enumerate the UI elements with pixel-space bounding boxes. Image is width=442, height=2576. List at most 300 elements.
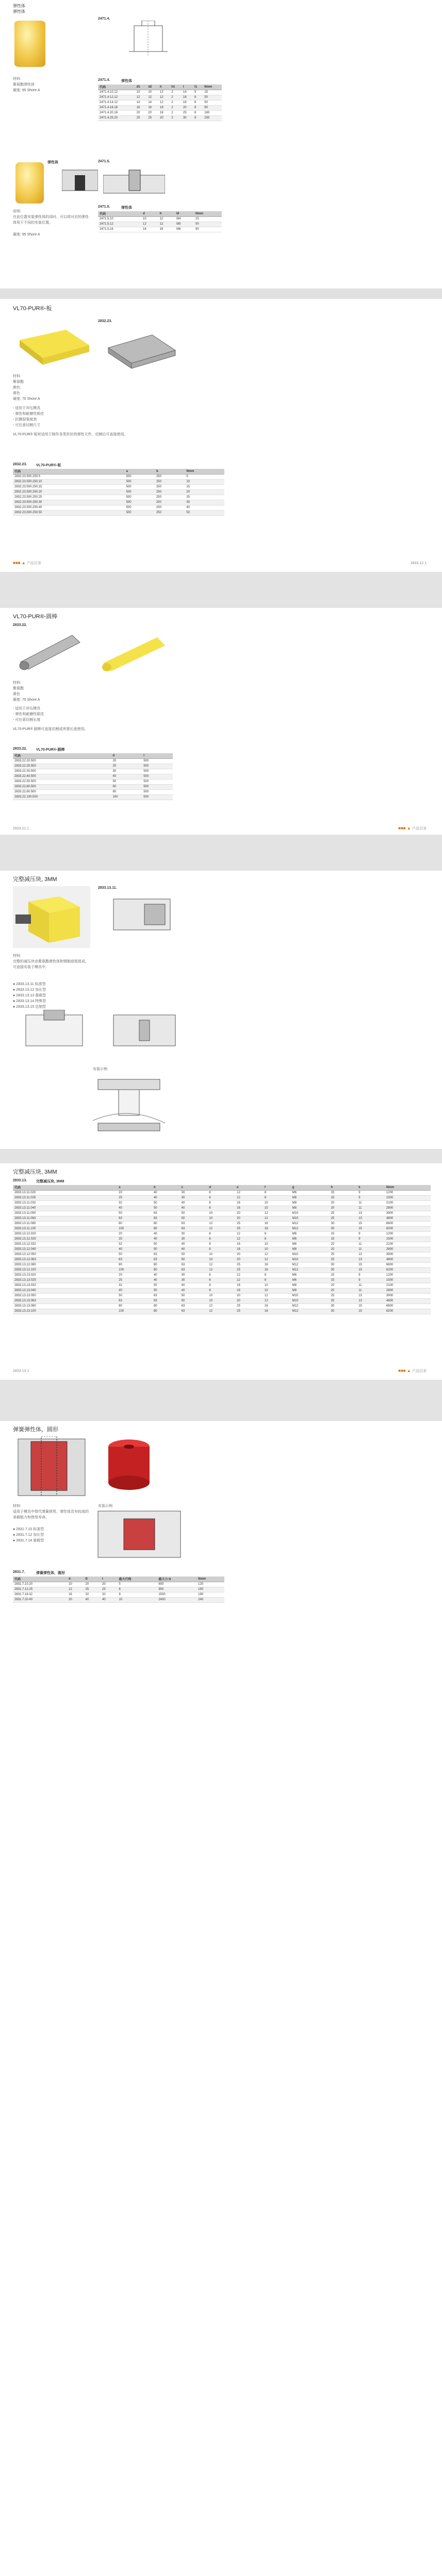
table-cell: 80 [117,1262,152,1267]
table-cell: 50 [111,779,142,784]
table-cell: 63 [152,1293,180,1298]
table-cell: 500 [125,510,155,515]
color-label: 颜色: [13,386,21,389]
table-cell: 8 [193,110,203,115]
table-cell: 1200 [385,1273,431,1278]
table-row [13,779,173,784]
table-cell: 2831.7.20.40 [13,1597,67,1602]
table-cell: 2832.23.500.250.20 [13,489,125,495]
table-cell: 16 [67,1592,84,1597]
table-cell: 2800 [385,1288,431,1293]
table-cell: 160 [203,110,222,115]
table-cell: 11 [357,1206,385,1211]
separator-2 [0,572,442,608]
table-cell: 63 [152,1252,180,1257]
table-cell: 30 [180,1190,208,1195]
col-d: d [141,211,158,216]
table-row [13,1298,431,1303]
table-cell: 10 [207,1293,235,1298]
table-cell: 8 [263,1278,291,1283]
table-cell: 80 [152,1267,180,1273]
technical-drawing [119,21,181,62]
table-cell: 3900 [385,1211,431,1216]
table-cell: 32 [117,1242,152,1247]
table-cell: 80 [117,1303,152,1309]
table-cell: 2831.7.12.25 [13,1587,67,1592]
col-l: l [101,1577,117,1582]
table-cell: 16 [158,110,170,115]
table-cell: 40 [152,1195,180,1200]
product-image-red [98,1436,160,1498]
table-cell: 11 [357,1242,385,1247]
table-cell: 2832.23.500.250.25 [13,495,125,500]
table-cell: 63 [152,1298,180,1303]
table-row [13,1216,431,1221]
table-cell: M10 [291,1216,330,1221]
table-cell: 500 [125,484,155,489]
table-cell: 50 [152,1242,180,1247]
table-cell: 2833.13.13.080 [13,1303,117,1309]
table-cell: 6 [117,1587,157,1592]
color-value: 黄色 [13,692,20,696]
col-force: Nmm [194,211,222,216]
table-cell: 80 [152,1226,180,1231]
table-row [13,1283,431,1288]
table-cell: 13 [357,1298,385,1303]
code-header: 2832.23. [98,319,112,323]
table-cell: 50 [117,1293,152,1298]
table-cell: 2471.4.14.12 [98,100,135,105]
table-cell: 13 [357,1257,385,1262]
table-cell: 2833.13.13.050 [13,1293,117,1298]
table-title: 完整减压块, 3MM [36,1180,64,1183]
table-cell: 10 [263,1242,291,1247]
table-cell: 250 [155,484,185,489]
table-cell: 15 [357,1309,385,1314]
table-row [13,794,173,800]
table-cell: 2471.4.25.20 [98,115,135,121]
table-cell: 13 [357,1252,385,1257]
table-cell: 2833.13.12.040 [13,1247,117,1252]
col-d: d [111,753,142,758]
table-cell: 80 [111,789,142,794]
table-cell: 25 [185,495,224,500]
table-cell: 25 [329,1216,357,1221]
table-cell: 6600 [385,1303,431,1309]
table-cell: 2471.5.10 [98,216,141,222]
table-cell: 14 [135,100,147,105]
table-cell: 2833.13.11.040 [13,1206,117,1211]
col-h: h [158,84,170,90]
table-cell: 20 [235,1293,263,1298]
table-row [13,500,224,505]
table-cell: 40 [152,1190,180,1195]
table-cell: 12 [207,1303,235,1309]
table-cell: 4800 [385,1298,431,1303]
table-cell: 8 [263,1190,291,1195]
table-cell: 20 [329,1247,357,1252]
table-cell: 80 [152,1303,180,1309]
table-code: 2833.22. [13,747,27,751]
table-cell: 30 [180,1195,208,1200]
table-cell: 2471.4.20.16 [98,110,135,115]
table-cell: 14 [182,90,193,95]
table-cell: 16 [235,1283,263,1288]
table-row [13,1587,224,1592]
table-cell: M8 [291,1247,330,1252]
table-cell: 50 [152,1200,180,1206]
col-g: g [291,1185,330,1190]
table-cell: 10 [117,1597,157,1602]
table-code: 2471.4. [98,78,110,82]
product-image-elastomer [15,162,44,204]
table-cell: 2833.13.13.025 [13,1278,117,1283]
table-cell: 50 [194,222,222,227]
technical-drawing-rod [15,631,88,672]
table-code: 2833.13. [13,1179,27,1182]
table-cell: M12 [291,1309,330,1314]
col-code: 代码 [98,211,141,216]
technical-drawing-front [108,1010,186,1056]
table-cell: 25 [235,1221,263,1226]
table-row [98,227,222,232]
table-cell: 5 [193,90,203,95]
table-cell: 12 [235,1190,263,1195]
table-cell: 2833.13.12.032 [13,1242,117,1247]
section-drawing [13,1436,90,1498]
table-cell: 8 [207,1242,235,1247]
table-cell: 63 [180,1262,208,1267]
table-row [13,1247,431,1252]
table-cell: 2833.13.13.063 [13,1298,117,1303]
table-row [13,474,224,479]
table-cell: 10 [146,90,158,95]
table-cell: 2833.22.25.500 [13,764,111,769]
table-cell: 32 [84,1592,101,1597]
table-cell: 10 [67,1582,84,1587]
table-cell: 2 [170,110,182,115]
table-cell: 16 [263,1226,291,1231]
table-cell: 2832.23.500.250.5 [13,474,125,479]
col-l: l [182,84,193,90]
mat-value: 聚氨酯弹性体 [13,83,35,87]
color-value: 黄色 [13,392,20,395]
table-cell: 10 [207,1216,235,1221]
table-cell: 2 [170,95,182,100]
table-cell: 63 [152,1257,180,1262]
table-cell: 2 [170,115,182,121]
table-cell: 12 [235,1236,263,1242]
table-row [98,222,222,227]
table-cell: 2471.4.12.12 [98,95,135,100]
section-4 [0,608,442,835]
footer [13,1367,427,1375]
table-cell: 16 [135,105,147,110]
table-cell: 40 [152,1278,180,1283]
table-cell: 20 [329,1283,357,1288]
table-cell: 2 [170,105,182,110]
table-cell: 8200 [385,1226,431,1231]
mat-label: 材料: [13,1504,21,1508]
table-cell: M6 [175,227,194,232]
bullet-2: ● 2833.13.12 加长型 [13,988,46,992]
table-row [98,95,222,100]
col-m: M [175,211,194,216]
table-cell: 30 [329,1309,357,1314]
table-cell: 2833.13.12.063 [13,1257,117,1262]
mat-label: 材料: [13,954,21,958]
table-cell: 2831.7.16.32 [13,1592,67,1597]
description: 适用于模具中替代弹簧使用，弹性体具有较高的承载能力和使用寿命。 [13,1510,89,1519]
table-cell: 15 [329,1195,357,1200]
table-cell: 15 [194,216,222,222]
technical-drawing-side [15,1010,93,1056]
table-cell: 2833.22.60.500 [13,784,111,789]
table-cell: 16 [263,1221,291,1226]
table-cell: 13 [357,1211,385,1216]
table-cell: 63 [180,1221,208,1226]
bullet-1: - 适用于冲压模具 [13,707,41,710]
bullet-2: ● 2831.7.12 加长型 [13,1533,44,1537]
table-cell: 3900 [385,1293,431,1298]
table-cell: 11 [357,1200,385,1206]
table-cell: M6 [291,1236,330,1242]
table-cell: 6600 [385,1262,431,1267]
table-cell: 8 [207,1200,235,1206]
logo: ■■■ ▲ [13,561,27,565]
table-cell: 500 [125,489,155,495]
table-cell: 500 [142,774,173,779]
table-cell: 50 [185,510,224,515]
table-cell: 3900 [385,1252,431,1257]
table-cell: 6 [207,1278,235,1283]
table-cell: 6 [207,1231,235,1236]
table-cell: 16 [158,105,170,110]
table-cell: M6 [291,1231,330,1236]
table-cell: 600 [157,1582,197,1587]
table-cell: 16 [146,105,158,110]
table-cell: 2833.22.100.500 [13,794,111,800]
table-cell: 30 [180,1278,208,1283]
table-row [13,769,173,774]
table-cell: 11 [357,1283,385,1288]
table-row [13,789,173,794]
table-cell: 8 [263,1273,291,1278]
separator-5 [0,1380,442,1421]
table-cell: 15 [357,1221,385,1226]
table-row [13,1200,431,1206]
table-cell: 2800 [385,1247,431,1252]
table-cell: 6 [193,105,203,110]
table-cell: M5 [175,222,194,227]
table-cell: 11 [357,1288,385,1293]
table-cell: 2471.5.16 [98,227,141,232]
table-cell: 10 [141,216,158,222]
table-cell: 12 [158,100,170,105]
section-1 [0,0,442,149]
table-cell: 60 [111,784,142,789]
hardness: 硬度: 70 Shore A [13,397,40,401]
table-cell: 20 [146,110,158,115]
table-cell: 10 [263,1247,291,1252]
table-row [13,1303,431,1309]
table-row [13,764,173,769]
table-cell: 15 [357,1303,385,1309]
table-row [98,216,222,222]
table-cell: 15 [357,1262,385,1267]
table-cell: 8 [263,1236,291,1242]
table-cell: 50 [180,1293,208,1298]
table-cell: 13 [357,1216,385,1221]
section-5 [0,871,442,1149]
table-title: 弹性体 [121,79,132,83]
table-cell: 30 [329,1262,357,1267]
mat-label: 材料: [13,681,21,685]
table-cell: 63 [180,1267,208,1273]
table-cell: 16 [235,1206,263,1211]
table-cell: 15 [329,1236,357,1242]
table-cell: 12 [263,1257,291,1262]
table-code: 2831.7. [13,1570,25,1574]
section-7 [0,1421,442,1658]
table-cell: 150 [197,1587,224,1592]
table-cell: 2833.13.13.040 [13,1288,117,1293]
table-code: 2832.23. [13,463,27,466]
table-cell: 20 [182,105,193,110]
col-maxforce: 最大力 N [157,1577,197,1582]
table-cell: 25 [135,115,147,121]
table-cell: 6600 [385,1221,431,1226]
table-cell: 15 [329,1278,357,1283]
table-row [13,758,173,764]
table-cell: 12 [207,1221,235,1226]
table-row [13,495,224,500]
table-cell: 190 [197,1592,224,1597]
table-cell: 250 [155,489,185,495]
col-D: D [84,1577,101,1582]
table-cell: 32 [101,1592,117,1597]
table-cell: 12 [141,222,158,227]
table-cell: 6 [193,95,203,100]
table-row [13,1288,431,1293]
table-cell: 80 [152,1309,180,1314]
hardness: 硬度: 95 Shore A [13,89,40,92]
table-cell: 500 [125,505,155,510]
table-cell: 9 [357,1278,385,1283]
table-cell: 40 [180,1288,208,1293]
product-image-plate [14,319,92,366]
table-cell: 10 [207,1298,235,1303]
table-cell: 12 [235,1273,263,1278]
table-cell: 2400 [157,1597,197,1602]
table-cell: 15 [185,484,224,489]
table-cell: 32 [117,1200,152,1206]
table-cell: 25 [117,1278,152,1283]
col-code: 代码 [98,84,135,90]
table-cell: 500 [142,764,173,769]
table-cell: 12 [263,1252,291,1257]
table-cell: 12 [207,1267,235,1273]
table-cell: 50 [180,1298,208,1303]
table-cell: M10 [291,1257,330,1262]
col-code: 代码 [13,1185,117,1190]
table-cell: 2833.13.12.020 [13,1231,117,1236]
table-cell: 12 [235,1231,263,1236]
table-cell: 250 [155,479,185,484]
table-cell: 250 [155,510,185,515]
product-image-cylinder [14,21,45,67]
table-cell: 2833.22.40.500 [13,774,111,779]
table-cell: 12 [158,216,175,222]
table-cell: 50 [203,95,222,100]
table-cell: 63 [152,1216,180,1221]
table-cell: 12 [263,1298,291,1303]
col-k: k [357,1185,385,1190]
table-cell: 13 [357,1293,385,1298]
code-header: 2471.5. [98,160,110,163]
table-cell: 16 [263,1303,291,1309]
bullet-4: ● 2833.13.14 特殊型 [13,999,46,1003]
table-cell: 20 [235,1216,263,1221]
table-cell: 25 [329,1293,357,1298]
table-cell: M12 [291,1267,330,1273]
table-cell: 25 [329,1257,357,1262]
installation-drawing [83,1074,175,1136]
table-cell: 50 [152,1288,180,1293]
table-code: 2471.5. [98,205,110,209]
table-cell: 2833.13.11.032 [13,1200,117,1206]
footer [13,824,427,833]
table-cell: 25 [329,1252,357,1257]
table-cell: 20 [117,1190,152,1195]
section-title: 完整减压块, 3MM [13,876,57,883]
table-title: 弹性体 [121,206,132,210]
table-cell: 6 [207,1190,235,1195]
table-cell: 16 [158,227,175,232]
col-thickness: Nmm [185,469,224,474]
table-row [98,90,222,95]
logo: ■■■ ▲ [398,1368,412,1373]
table-cell: 20 [235,1298,263,1303]
spec-table-6 [13,1185,431,1314]
table-cell: 10 [263,1206,291,1211]
drawing-label: 安装示例 [93,1067,107,1071]
table-cell: 15 [329,1190,357,1195]
table-cell: 500 [142,794,173,800]
table-cell: 16 [235,1288,263,1293]
table-cell: 10 [263,1288,291,1293]
table-cell: 2833.13.11.080 [13,1221,117,1226]
table-cell: 40 [101,1597,117,1602]
table-cell: 12 [158,90,170,95]
table-cell: M8 [291,1283,330,1288]
table-cell: 20 [111,758,142,764]
table-row [98,115,222,121]
table-cell: 10 [207,1211,235,1216]
table-cell: 20 [329,1200,357,1206]
table-cell: 1200 [385,1231,431,1236]
table-row [13,1293,431,1298]
table-cell: 4800 [385,1216,431,1221]
col-d: d [207,1185,235,1190]
section-title: 完整减压块, 3MM [13,1169,57,1175]
table-cell: 20 [329,1242,357,1247]
table-cell: 18 [182,100,193,105]
table-row [13,1262,431,1267]
table-cell: 2833.13.12.080 [13,1262,117,1267]
table-cell: 250 [155,495,185,500]
table-cell: 6 [207,1236,235,1242]
